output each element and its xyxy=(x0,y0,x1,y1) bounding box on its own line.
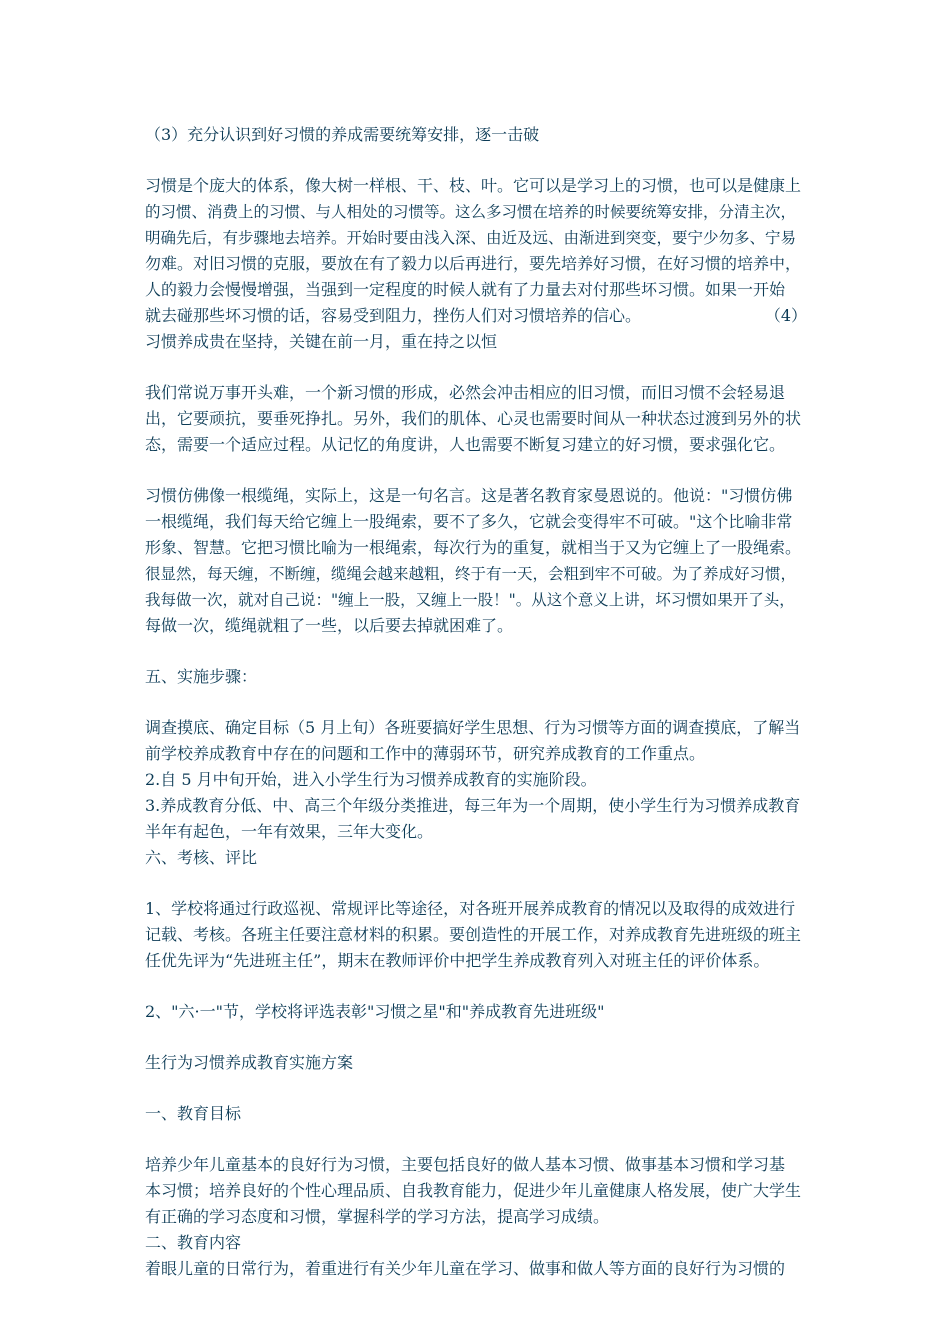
paragraph-line: 形象、智慧。它把习惯比喻为一根绳索，每次行为的重复，就相当于又为它缠上了一股绳索。 xyxy=(145,538,802,557)
section-title-education-content: 二、教育内容 xyxy=(145,1233,242,1252)
paragraph-line: 任优先评为“先进班主任”，期末在教师评价中把学生养成教育列入对班主任的评价体系。 xyxy=(145,951,770,970)
step-line: 前学校养成教育中存在的问题和工作中的薄弱环节，研究养成教育的工作重点。 xyxy=(145,744,706,763)
paragraph-line: 勿难。对旧习惯的克服，要放在有了毅力以后再进行，要先培养好习惯，在好习惯的培养中， xyxy=(145,254,802,273)
paragraph-line: 很显然，每天缠，不断缠，缆绳会越来越粗，终于有一天，会粗到牢不可破。为了养成好习惯， xyxy=(145,565,797,583)
paragraph-line: 培养少年儿童基本的良好行为习惯，主要包括良好的做人基本习惯、做事基本习惯和学习基 xyxy=(145,1155,786,1174)
paragraph-line: 习惯是个庞大的体系，像大树一样根、干、枝、叶。它可以是学习上的习惯，也可以是健康上 xyxy=(145,176,802,195)
paragraph-line: 每做一次，缆绳就粗了一些，以后要去掉就困难了。 xyxy=(145,616,514,635)
document-title-2: 生行为习惯养成教育实施方案 xyxy=(145,1053,354,1072)
paragraph-line: 有正确的学习态度和习惯，掌握科学的学习方法，提高学习成绩。 xyxy=(145,1207,610,1226)
section-marker-4: （4） xyxy=(764,306,807,325)
paragraph-line: 人的毅力会慢慢增强，当强到一定程度的时候人就有了力量去对付那些坏习惯。如果一开始 xyxy=(145,280,786,299)
step-line: 2.自 5 月中旬开始，进入小学生行为习惯养成教育的实施阶段。 xyxy=(145,770,597,789)
step-line: 调查摸底、确定目标（5 月上旬）各班要搞好学生思想、行为习惯等方面的调查摸底，了解当 xyxy=(145,718,801,737)
section-heading-4: 习惯养成贵在坚持，关键在前一月，重在持之以恒 xyxy=(145,332,498,351)
section-title-education-goal: 一、教育目标 xyxy=(145,1104,242,1123)
paragraph-line: 我们常说万事开头难，一个新习惯的形成，必然会冲击相应的旧习惯，而旧习惯不会轻易退 xyxy=(145,383,786,402)
paragraph-line: 本习惯；培养良好的个性心理品质、自我教育能力，促进少年儿童健康人格发展，使广大学生 xyxy=(145,1181,802,1200)
paragraph-line: 着眼儿童的日常行为，着重进行有关少年儿童在学习、做事和做人等方面的良好行为习惯的 xyxy=(145,1259,786,1278)
section-heading-3: （3）充分认识到好习惯的养成需要统筹安排，逐一击破 xyxy=(145,125,540,144)
paragraph-line: 的习惯、消费上的习惯、与人相处的习惯等。这么多习惯在培养的时候要统筹安排，分清主次， xyxy=(145,203,797,221)
paragraph-line: 习惯仿佛像一根缆绳，实际上，这是一句名言。这是著名教育家曼恩说的。他说："习惯仿佛 xyxy=(145,486,793,505)
paragraph-line: 1、学校将通过行政巡视、常规评比等途径，对各班开展养成教育的情况以及取得的成效进行 xyxy=(145,899,796,918)
step-line: 半年有起色，一年有效果，三年大变化。 xyxy=(145,822,434,841)
paragraph-line-text: 就去碰那些坏习惯的话，容易受到阻力，挫伤人们对习惯培养的信心。 xyxy=(145,306,642,325)
paragraph-line: 记载、考核。各班主任要注意材料的积累。要创造性的开展工作，对养成教育先进班级的班主 xyxy=(145,925,802,944)
paragraph-line: 态，需要一个适应过程。从记忆的角度讲，人也需要不断复习建立的好习惯，要求强化它。 xyxy=(145,435,786,454)
section-title-5: 五、实施步骤： xyxy=(145,667,258,686)
paragraph-line: 明确先后，有步骤地去培养。开始时要由浅入深、由近及远、由渐进到突变，要宁少勿多、宁易 xyxy=(145,229,797,247)
assessment-paragraph-2: 2、"六·一"节，学校将评选表彰"习惯之星"和"养成教育先进班级" xyxy=(145,1002,605,1021)
paragraph-line: 出，它要顽抗，要垂死挣扎。另外，我们的肌体、心灵也需要时间从一种状态过渡到另外的状 xyxy=(145,409,802,428)
paragraph-line: 一根缆绳，我们每天给它缠上一股绳索，要不了多久，它就会变得牢不可破。"这个比喻非常 xyxy=(145,512,793,531)
section-title-6: 六、考核、评比 xyxy=(145,848,258,867)
paragraph-line xyxy=(145,303,813,329)
paragraph-line: 我每做一次，就对自己说："缠上一股，又缠上一股！"。从这个意义上讲，坏习惯如果开了头， xyxy=(145,591,795,609)
step-line: 3.养成教育分低、中、高三个年级分类推进，每三年为一个周期，使小学生行为习惯养成教育 xyxy=(145,796,801,815)
